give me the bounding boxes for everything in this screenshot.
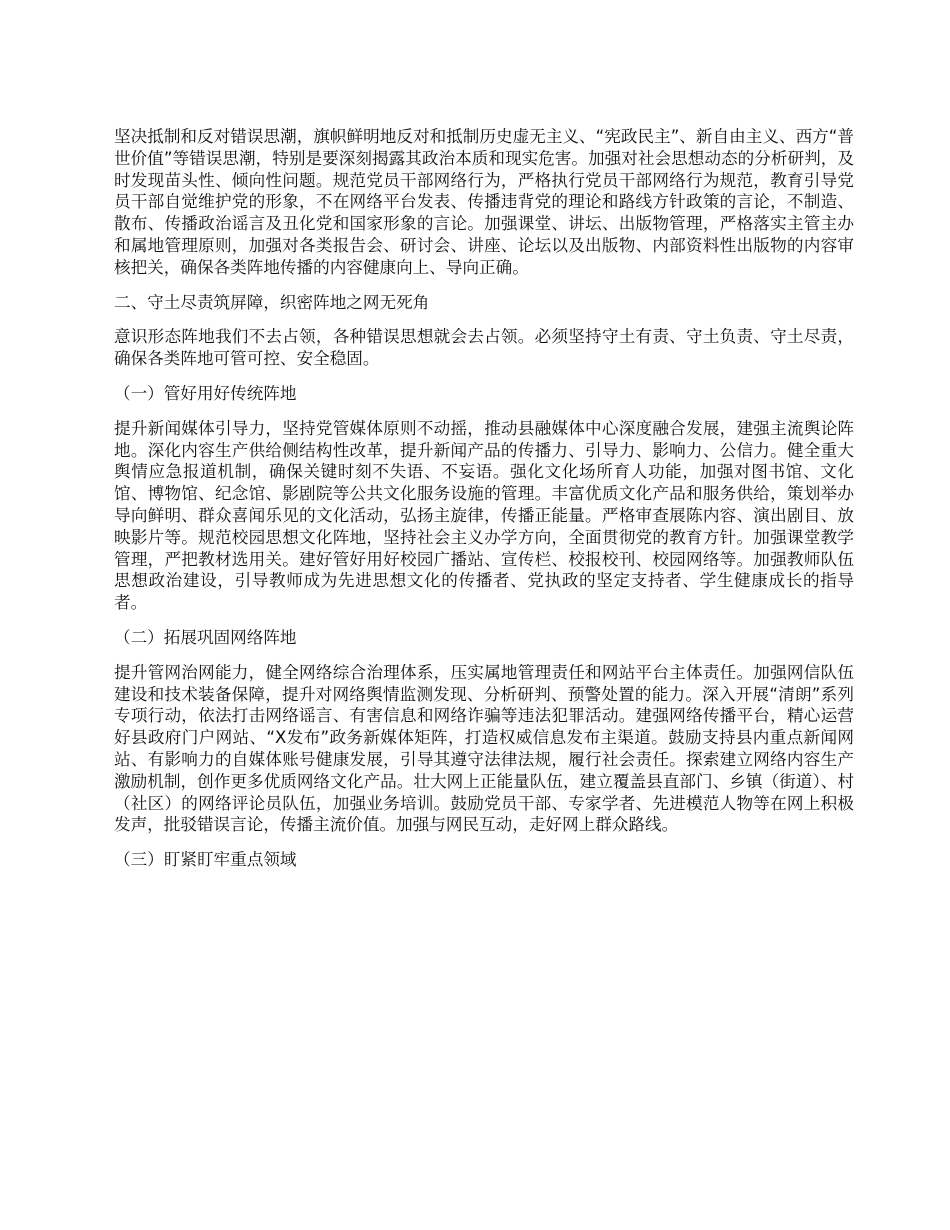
paragraph-gap — [114, 370, 854, 383]
paragraph-gap — [114, 405, 854, 418]
paragraph-gap — [114, 279, 854, 292]
subsection-heading: （一）管好用好传统阵地 — [114, 383, 297, 403]
body-paragraph: 提升管网治网能力，健全网络综合治理体系，压实属地管理责任和网站平台主体责任。加强网信队伍建设和技术装备保障，提升对网络舆情监测发现、分析研判、预警处置的能力。深入开展“清朗”系列专项行动，依法打击网络谣言、有害信息和网络诈骗等违法犯罪活动。建强网络传播平台，精心运营好县政府门户网站、“X发布”政务新媒体矩阵，打造权威信息发布主渠道。鼓励支持县内重点新闻网站、有影响力的自媒体账号健康发展，引导其遵守法律法规，履行社会责任。探索建立网络内容生产激励机制，创作更多优质网络文化产品。壮大网上正能量队伍，建立覆盖县直部门、乡镇（街道）、村（社区）的网络评论员队伍，加强业务培训。鼓励党员干部、专家学者、先进模范人物等在网上积极发声，批驳错误言论，传播主流价值。加强与网民互动，走好网上群众路线。 — [114, 662, 854, 835]
document-page — [114, 126, 854, 871]
subsection-heading: （二）拓展巩固网络阵地 — [114, 627, 297, 647]
paragraph-gap — [114, 614, 854, 627]
subsection-heading: （三）盯紧盯牢重点领域 — [114, 850, 297, 870]
section-heading: 二、守土尽责筑屏障，织密阵地之网无死角 — [114, 292, 430, 312]
body-paragraph: 坚决抵制和反对错误思潮，旗帜鲜明地反对和抵制历史虚无主义、“宪政民主”、新自由主义、西方“普世价值”等错误思潮，特别是要深刻揭露其政治本质和现实危害。加强对社会思想动态的分析研判，及时发现苗头性、倾向性问题。规范党员干部网络行为，严格执行党员干部网络行为规范，教育引导党员干部自觉维护党的形象，不在网络平台发表、传播违背党的理论和路线方针政策的言论，不制造、散布、传播政治谣言及丑化党和国家形象的言论。加强课堂、讲坛、出版物管理，严格落实主管主办和属地管理原则，加强对各类报告会、研讨会、讲座、论坛以及出版物、内部资料性出版物的内容审核把关，确保各类阵地传播的内容健康向上、导向正确。 — [114, 127, 854, 277]
paragraph-gap — [114, 649, 854, 662]
body-paragraph: 意识形态阵地我们不去占领，各种错误思想就会去占领。必须坚持守土有责、守土负责、守土尽责，确保各类阵地可管可控、安全稳固。 — [114, 327, 854, 369]
paragraph-gap — [114, 313, 854, 326]
paragraph-gap — [114, 836, 854, 849]
body-paragraph: 提升新闻媒体引导力，坚持党管媒体原则不动摇，推动县融媒体中心深度融合发展，建强主流舆论阵地。深化内容生产供给侧结构性改革，提升新闻产品的传播力、引导力、影响力、公信力。健全重大舆情应急报道机制，确保关键时刻不失语、不妄语。强化文化场所育人功能，加强对图书馆、文化馆、博物馆、纪念馆、影剧院等公共文化服务设施的管理。丰富优质文化产品和服务供给，策划举办导向鲜明、群众喜闻乐见的文化活动，弘扬主旋律，传播正能量。严格审查展陈内容、演出剧目、放映影片等。规范校园思想文化阵地，坚持社会主义办学方向，全面贯彻党的教育方针。加强课堂教学管理，严把教材选用关。建好管好用好校园广播站、宣传栏、校报校刊、校园网络等。加强教师队伍思想政治建设，引导教师成为先进思想文化的传播者、党执政的坚定支持者、学生健康成长的指导者。 — [114, 418, 854, 613]
